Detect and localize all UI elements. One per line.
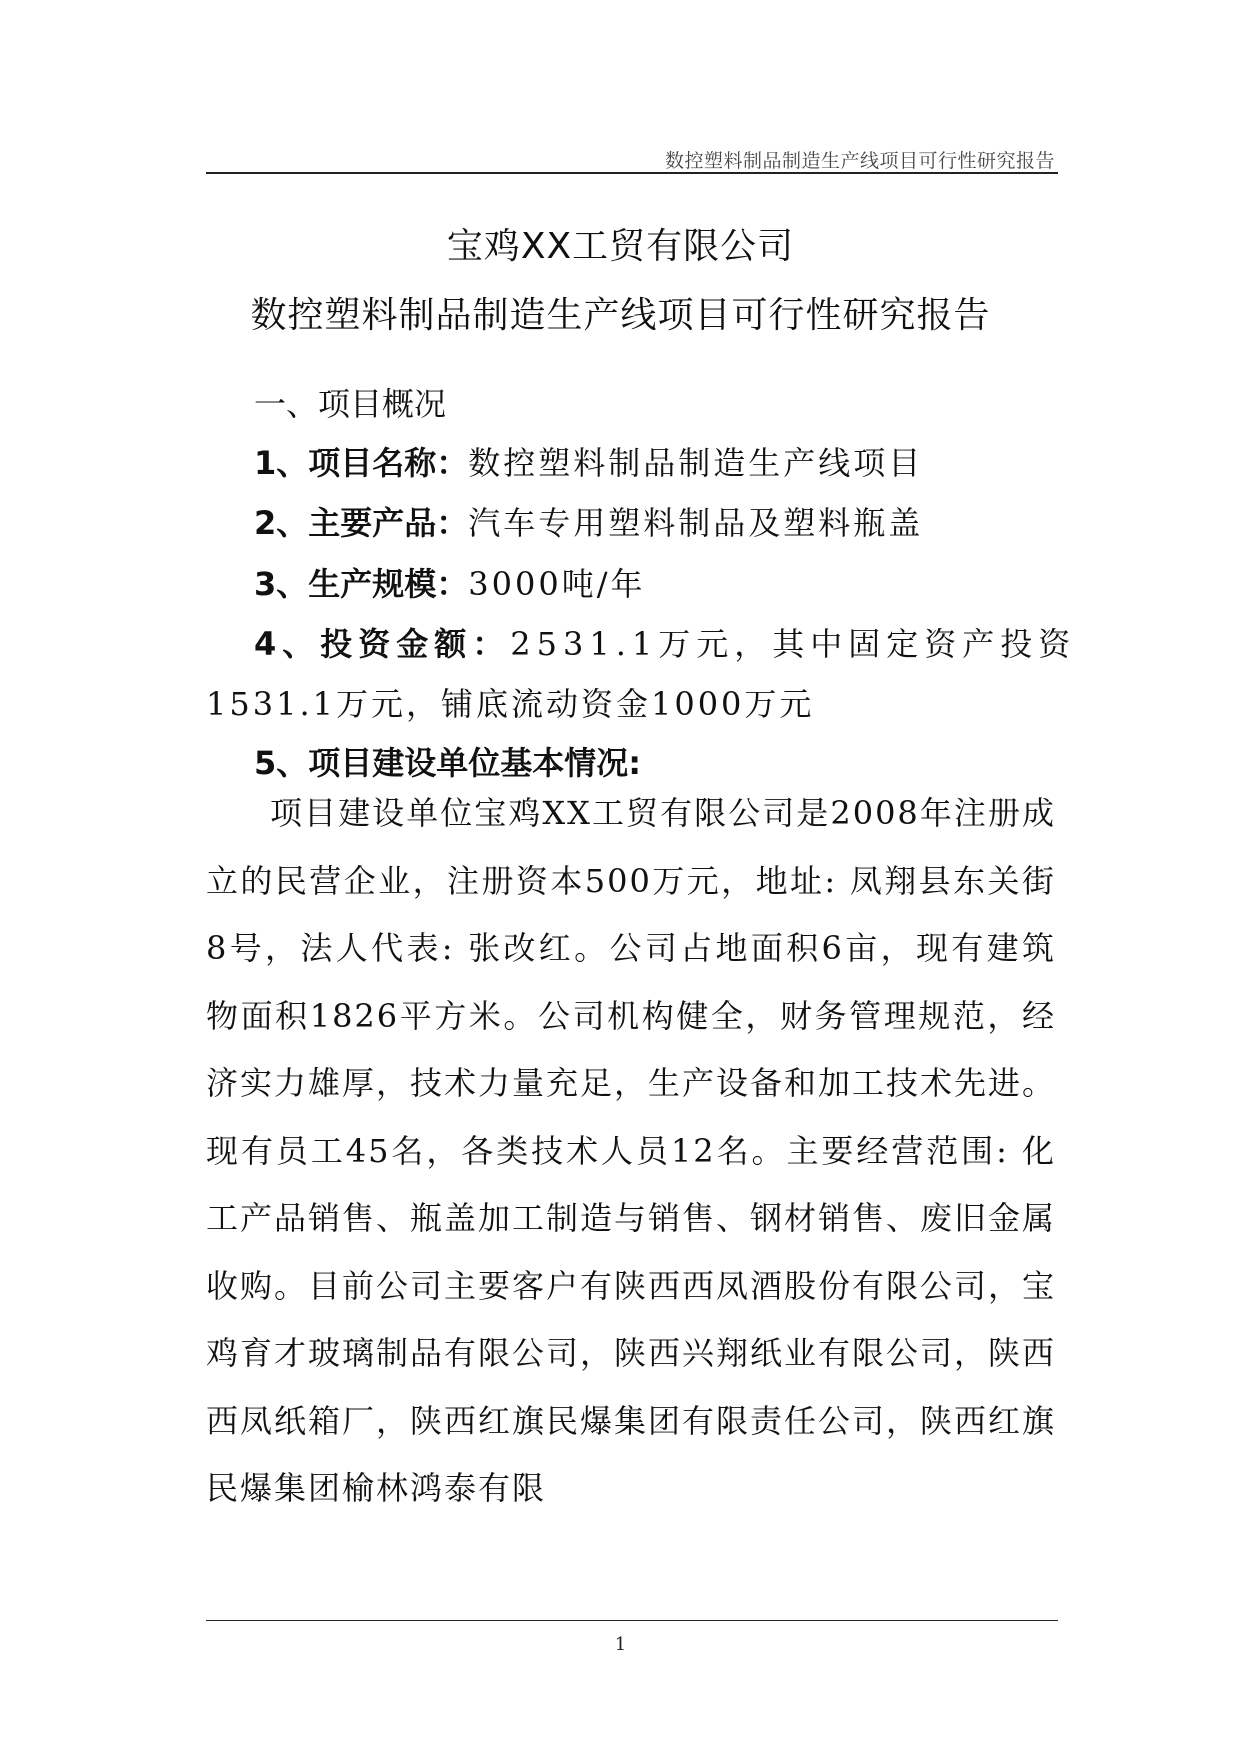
- item-value: 2531.1万元，其中固定资产投资: [510, 625, 1077, 663]
- item-label: 1、项目名称：: [254, 444, 469, 482]
- item-main-products: [254, 503, 923, 543]
- page-number: 1: [614, 1634, 627, 1655]
- item-investment: [254, 624, 1076, 664]
- document-title-report: 数控塑料制品制造生产线项目可行性研究报告: [250, 295, 991, 336]
- item-value: 3000吨/年: [468, 565, 646, 603]
- item-value: 汽车专用塑料制品及塑料瓶盖: [468, 504, 924, 542]
- item-label: 4、投资金额：: [254, 625, 511, 663]
- document-title-company: 宝鸡XX工贸有限公司: [446, 226, 795, 267]
- header-rule: [206, 172, 1058, 174]
- item-investment-continuation: 1531.1万元，铺底流动资金1000万元: [206, 685, 815, 723]
- item-value: 数控塑料制品制造生产线项目: [468, 444, 924, 482]
- section-heading: 一、项目概况: [254, 385, 447, 423]
- item-unit-info-label: 5、项目建设单位基本情况:: [254, 744, 642, 782]
- unit-info-paragraph: 项目建设单位宝鸡XX工贸有限公司是2008年注册成立的民营企业，注册资本500万元，地址: 凤翔县东关街8号，法人代表: 张改红。公司占地面积6亩，现有建筑物面积1826平方米。公司机构健全，财务管理规范，经济实力雄厚，技术力量充足，生产设备和加工技术先进。现有员工45名，各类技术人员12名。主要经营范围: 化工产品销售、瓶盖加工制造与销售、钢材销售、废旧金属收购。目前公司主要客户有陕西西凤酒股份有限公司，宝鸡育才玻璃制品有限公司，陕西兴翔纸业有限公司，陕西西凤纸箱厂，陕西红旗民爆集团有限责任公司，陕西红旗民爆集团榆林鸿泰有限: [206, 794, 1057, 1507]
- running-header: 数控塑料制品制造生产线项目可行性研究报告: [664, 150, 1055, 172]
- footer-rule: [206, 1620, 1058, 1621]
- item-label: 2、主要产品：: [254, 504, 469, 542]
- item-label: 3、生产规模：: [254, 565, 469, 603]
- item-production-scale: [254, 564, 646, 604]
- item-project-name: [254, 443, 923, 483]
